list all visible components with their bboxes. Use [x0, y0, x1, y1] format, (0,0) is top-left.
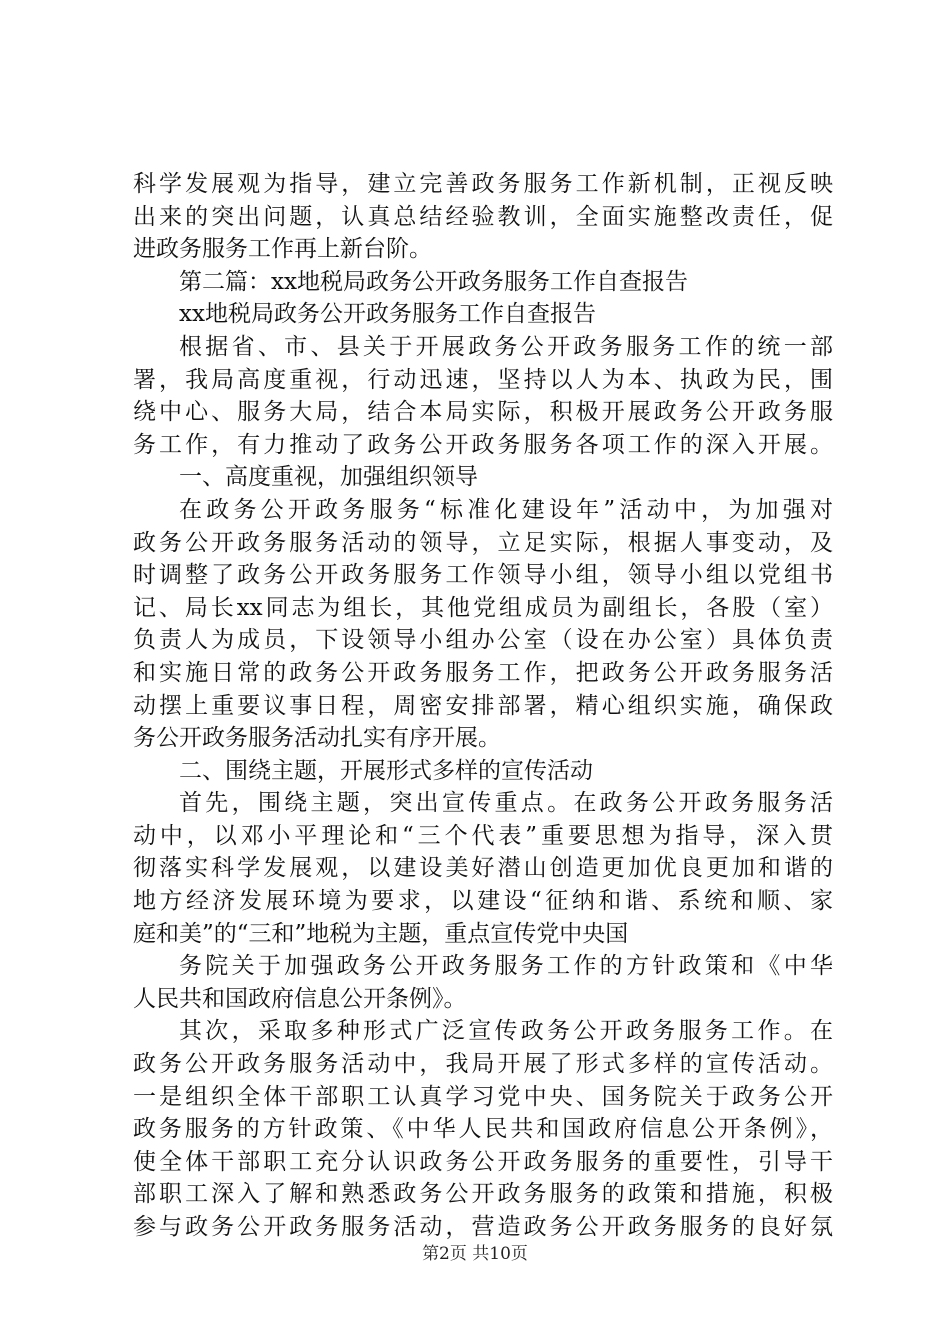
text-line: 动中，以邓小平理论和“三个代表”重要思想为指导，深入贯 — [133, 822, 833, 849]
text-line: 人民共和国政府信息公开条例》。 — [133, 985, 467, 1012]
text-line: 进政务服务工作再上新台阶。 — [133, 236, 432, 263]
subsection-heading: 一、高度重视，加强组织领导 — [179, 464, 478, 491]
section-heading: 第二篇：xx地税局政务公开政务服务工作自查报告 — [179, 268, 688, 295]
text-line: 务院关于加强政务公开政务服务工作的方针政策和《中华 — [179, 953, 833, 980]
text-line: 出来的突出问题，认真总结经验教训，全面实施整改责任，促 — [133, 203, 833, 230]
text-line: 政务公开政务服务活动的领导，立足实际，根据人事变动，及 — [133, 529, 833, 556]
text-line: 彻落实科学发展观，以建设美好潜山创造更加优良更加和谐的 — [133, 855, 833, 882]
document-body — [133, 168, 833, 1244]
text-line: 使全体干部职工充分认识政务公开政务服务的重要性，引导干 — [133, 1148, 833, 1175]
text-line: 绕中心、服务大局，结合本局实际，积极开展政务公开政务服 — [133, 399, 833, 426]
text-line: 参与政务公开政务服务活动，营造政务公开政务服务的良好氛 — [133, 1214, 833, 1240]
text-line: 负责人为成员，下设领导小组办公室（设在办公室）具体负责 — [133, 627, 833, 654]
report-title: xx地税局政务公开政务服务工作自查报告 — [179, 301, 596, 328]
text-line: 动摆上重要议事日程，周密安排部署，精心组织实施，确保政 — [133, 692, 833, 719]
text-line: 和实施日常的政务公开政务服务工作，把政务公开政务服务活 — [133, 659, 833, 686]
text-line: 部职工深入了解和熟悉政务公开政务服务的政策和措施，积极 — [133, 1181, 833, 1208]
text-line: 科学发展观为指导，建立完善政务服务工作新机制，正视反映 — [133, 171, 833, 197]
text-line: 庭和美”的“三和”地税为主题，重点宣传党中央国 — [133, 920, 629, 947]
text-line: 署，我局高度重视，行动迅速，坚持以人为本、执政为民，围 — [133, 366, 833, 393]
page-footer: 第2页 共10页 — [422, 1244, 528, 1264]
text-line: 其次，采取多种形式广泛宣传政务公开政务服务工作。在 — [179, 1018, 833, 1045]
text-line: 务工作，有力推动了政务公开政务服务各项工作的深入开展。 — [133, 431, 833, 458]
text-line: 务公开政务服务活动扎实有序开展。 — [133, 725, 501, 752]
text-line: 记、局长xx同志为组长，其他党组成员为副组长，各股（室） — [133, 594, 833, 621]
text-line: 地方经济发展环境为要求，以建设“征纳和谐、系统和顺、家 — [133, 888, 833, 915]
text-line: 在政务公开政务服务“标准化建设年”活动中，为加强对 — [179, 496, 833, 523]
text-line: 一是组织全体干部职工认真学习党中央、国务院关于政务公开 — [133, 1083, 833, 1110]
text-line: 政务服务的方针政策、《中华人民共和国政府信息公开条例》， — [133, 1116, 833, 1143]
text-line: 根据省、市、县关于开展政务公开政务服务工作的统一部 — [179, 333, 833, 360]
text-line: 首先，围绕主题，突出宣传重点。在政务公开政务服务活 — [179, 790, 833, 817]
subsection-heading: 二、围绕主题，开展形式多样的宣传活动 — [179, 757, 593, 784]
text-line: 政务公开政务服务活动中，我局开展了形式多样的宣传活动。 — [133, 1051, 833, 1078]
text-line: 时调整了政务公开政务服务工作领导小组，领导小组以党组书 — [133, 562, 833, 589]
